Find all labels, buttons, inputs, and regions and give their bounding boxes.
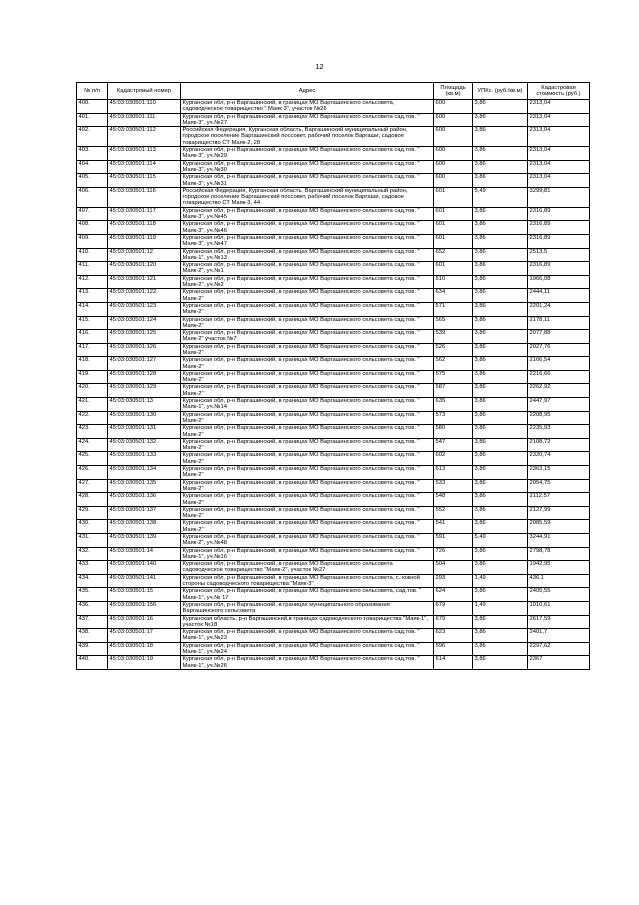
cell-cadastral-cost: 2127,99 [528, 506, 590, 520]
cell-upks: 3,86 [473, 207, 528, 221]
cell-area: 679 [434, 601, 473, 615]
cell-upks: 3,86 [473, 506, 528, 520]
cell-upks: 3,86 [473, 100, 528, 114]
cell-cadastral-cost: 2363,15 [528, 466, 590, 480]
header-row [77, 83, 590, 100]
cell-area: 624 [434, 588, 473, 602]
cell-area: 600 [434, 174, 473, 188]
cell-address: Курганская обл, р-н Варгашинский, в границах МО Варгашинского сельсовета сад.тов. " Маяк-2" [181, 411, 434, 425]
cell-cadastral-cost: 2313,04 [528, 127, 590, 147]
table-row [77, 547, 590, 561]
cell-area: 565 [434, 316, 473, 330]
cell-upks: 3,86 [473, 248, 528, 262]
cell-number: 403. [77, 147, 108, 161]
cell-cadastral-cost: 2178,11 [528, 316, 590, 330]
cell-cadastral-cost: 2313,04 [528, 174, 590, 188]
table-row [77, 574, 590, 588]
cell-number: 424. [77, 438, 108, 452]
table-row [77, 262, 590, 276]
cell-cadastral-cost: 2112,57 [528, 493, 590, 507]
cell-area: 726 [434, 547, 473, 561]
cell-upks: 3,86 [473, 384, 528, 398]
cell-area: 596 [434, 642, 473, 656]
cell-upks: 3,86 [473, 127, 528, 147]
cell-upks: 3,86 [473, 357, 528, 371]
cell-cadastral-cost: 2367 [528, 656, 590, 670]
header-area: Площадь (кв.м) [434, 83, 473, 100]
cell-area: 601 [434, 187, 473, 207]
cell-cadastral-cost: 2313,04 [528, 160, 590, 174]
cell-address: Курганская обл, р-н Варгашинский, в границах МО Варгашинского сельсовета сад.тов. " Маяк-1", уч.№26 [181, 656, 434, 670]
cell-number: 415. [77, 316, 108, 330]
cell-cadastral-number: 45:03:030501:124 [108, 316, 181, 330]
table-row [77, 479, 590, 493]
cell-cadastral-number: 45:03:030501:14 [108, 547, 181, 561]
cell-cadastral-number: 45:03:030501:125 [108, 330, 181, 344]
cell-address: Курганская обл, р-н Варгашинский, в границах МО Варгашинского сельсовета сад.тов. " Маяк-2" [181, 438, 434, 452]
cell-number: 409. [77, 234, 108, 248]
cell-cadastral-cost: 2262,92 [528, 384, 590, 398]
table-row [77, 656, 590, 670]
cell-address: Курганская обл, р-н Варгашинский, в границах МО Варгашинского сельсовета, с. южной стороны садоводческого товарищества "Маяк-3" [181, 574, 434, 588]
cell-cadastral-cost: 1010,61 [528, 601, 590, 615]
table-row [77, 601, 590, 615]
cell-cadastral-cost: 3299,81 [528, 187, 590, 207]
cell-address: Курганская обл, р-н Варгашинский, в границах МО Варгашинского сельсовета сад.тов. " Маяк-2" [181, 370, 434, 384]
cell-cadastral-number: 45:03:030501:137 [108, 506, 181, 520]
cell-upks: 5,49 [473, 534, 528, 548]
cell-number: 407. [77, 207, 108, 221]
cell-upks: 3,86 [473, 425, 528, 439]
cell-number: 400. [77, 100, 108, 114]
cell-cadastral-number: 45:03:030501:130 [108, 411, 181, 425]
cell-number: 421. [77, 398, 108, 412]
cell-cadastral-number: 45:03:030501:19 [108, 656, 181, 670]
table-body [77, 100, 590, 670]
cell-address: Курганская область, р-н Варгашинский,в границах садоводческого товарищества "Маяк-1", участок №18 [181, 615, 434, 629]
table-row [77, 113, 590, 127]
cell-area: 575 [434, 370, 473, 384]
table-row [77, 615, 590, 629]
cell-cadastral-cost: 2108,72 [528, 438, 590, 452]
table-row [77, 343, 590, 357]
cell-cadastral-number: 45:03:030501:120 [108, 262, 181, 276]
cell-area: 547 [434, 438, 473, 452]
cell-upks: 1,49 [473, 574, 528, 588]
table-row [77, 302, 590, 316]
cell-cadastral-number: 45:03:030501:132 [108, 438, 181, 452]
cell-upks: 3,86 [473, 221, 528, 235]
cell-area: 601 [434, 262, 473, 276]
cell-number: 416. [77, 330, 108, 344]
cell-number: 418. [77, 357, 108, 371]
cell-cadastral-number: 45:03:030501:138 [108, 520, 181, 534]
cell-cadastral-number: 45:03:030501:127 [108, 357, 181, 371]
cell-upks: 3,86 [473, 588, 528, 602]
cell-cadastral-cost: 2077,88 [528, 330, 590, 344]
cell-upks: 3,86 [473, 160, 528, 174]
cell-area: 600 [434, 147, 473, 161]
cell-address: Курганская обл, р-н Варгашинский, в границах МО Варгашинского сельсовета сад.тов. " Маяк-2", уч.№1 [181, 262, 434, 276]
cell-address: Курганская обл, р-н Варгашинский, в границах МО Варгашинского сельсовета сад.тов. " Маяк-3", уч.№45 [181, 207, 434, 221]
cell-number: 412. [77, 275, 108, 289]
cell-upks: 3,86 [473, 330, 528, 344]
cell-cadastral-cost: 2027,76 [528, 343, 590, 357]
cell-cadastral-number: 45:03:030501:17 [108, 629, 181, 643]
cell-upks: 3,86 [473, 642, 528, 656]
cell-upks: 3,86 [473, 302, 528, 316]
table-row [77, 506, 590, 520]
cell-area: 613 [434, 466, 473, 480]
cell-cadastral-number: 45:03:030501:128 [108, 370, 181, 384]
cell-cadastral-cost: 2320,74 [528, 452, 590, 466]
cell-upks: 3,86 [473, 547, 528, 561]
cell-number: 435. [77, 588, 108, 602]
cell-cadastral-number: 45:03:030501:15 [108, 588, 181, 602]
cell-number: 419. [77, 370, 108, 384]
cell-upks: 3,86 [473, 234, 528, 248]
cell-cadastral-cost: 2313,04 [528, 100, 590, 114]
cell-area: 548 [434, 493, 473, 507]
cell-number: 438. [77, 629, 108, 643]
cell-cadastral-cost: 2166,54 [528, 357, 590, 371]
cell-number: 440. [77, 656, 108, 670]
cell-cadastral-cost: 3244,91 [528, 534, 590, 548]
cell-area: 526 [434, 343, 473, 357]
cell-address: Российская Федерация, Курганская область, Варгашинский муниципальный район, городское поселение Варгашинский поссовет, рабочий поселок Варгаши, садовое товарищество СТ Маяк-2, 28 [181, 127, 434, 147]
table-row [77, 330, 590, 344]
cell-upks: 3,86 [473, 398, 528, 412]
cell-area: 614 [434, 656, 473, 670]
cell-upks: 3,86 [473, 466, 528, 480]
cell-cadastral-cost: 2208,95 [528, 411, 590, 425]
cell-area: 601 [434, 221, 473, 235]
cell-cadastral-cost: 2513,5 [528, 248, 590, 262]
cell-upks: 3,86 [473, 561, 528, 575]
cell-upks: 3,86 [473, 438, 528, 452]
cell-address: Курганская обл, р-н Варгашинский, в границах МО Варгашинского сельсовета сад.тов. " Маяк-2", уч.№48 [181, 534, 434, 548]
cell-upks: 3,86 [473, 262, 528, 276]
cell-upks: 3,86 [473, 370, 528, 384]
table-row [77, 438, 590, 452]
cell-upks: 3,86 [473, 656, 528, 670]
cell-cadastral-cost: 2444,11 [528, 289, 590, 303]
cell-address: Курганская обл, р-н Варгашинский, в границах МО Варгашинского сельсовета сад.тов. " Маяк-1", уч.№24 [181, 642, 434, 656]
cell-cadastral-number: 45:03:030501:139 [108, 534, 181, 548]
cell-address: Курганская обл, р-н Варгашинский, в границах МО Варгашинского сельсовета сад.тов. " Маяк-2" [181, 466, 434, 480]
cell-address: Курганская обл, р-н Варгашинский, в границах МО Варгашинского сельсовета сад.тов. " Маяк-3", уч.№27 [181, 113, 434, 127]
table-row [77, 357, 590, 371]
cell-upks: 3,86 [473, 316, 528, 330]
table-row [77, 520, 590, 534]
cell-upks: 3,86 [473, 174, 528, 188]
cell-area: 600 [434, 160, 473, 174]
cell-area: 533 [434, 479, 473, 493]
header-upks: УПКс. (руб./кв.м) [473, 83, 528, 100]
cell-cadastral-cost: 2316,89 [528, 207, 590, 221]
cell-number: 410. [77, 248, 108, 262]
cell-area: 562 [434, 357, 473, 371]
cell-area: 623 [434, 629, 473, 643]
cell-cadastral-cost: 2313,04 [528, 113, 590, 127]
cell-upks: 3,86 [473, 520, 528, 534]
table-row [77, 398, 590, 412]
cell-address: Курганская обл, р-н Варгашинский, в границах МО Варгашинского сельсовета сад.тов. " Маяк-2" [181, 384, 434, 398]
table-row [77, 275, 590, 289]
cell-area: 600 [434, 113, 473, 127]
cell-cadastral-number: 45:03:030501:141 [108, 574, 181, 588]
cell-area: 634 [434, 289, 473, 303]
cell-number: 417. [77, 343, 108, 357]
cell-cadastral-number: 45:03:030501:126 [108, 343, 181, 357]
cell-area: 679 [434, 615, 473, 629]
cell-cadastral-cost: 2201,24 [528, 302, 590, 316]
cell-cadastral-cost: 436,1 [528, 574, 590, 588]
cell-cadastral-number: 45:03:030501:117 [108, 207, 181, 221]
cell-address: Курганская обл, р-н Варгашинский, в границах муниципального образования Варгашинского сельсовета [181, 601, 434, 615]
cell-number: 433. [77, 561, 108, 575]
cell-cadastral-cost: 1942,95 [528, 561, 590, 575]
cell-number: 427. [77, 479, 108, 493]
cell-area: 652 [434, 248, 473, 262]
cadastral-register-table [76, 82, 590, 670]
cell-area: 539 [434, 330, 473, 344]
table-row [77, 588, 590, 602]
cell-area: 602 [434, 452, 473, 466]
cell-cadastral-cost: 2405,55 [528, 588, 590, 602]
cell-number: 401. [77, 113, 108, 127]
cell-cadastral-number: 45:03:030501:134 [108, 466, 181, 480]
cell-number: 408. [77, 221, 108, 235]
cell-number: 431. [77, 534, 108, 548]
header-address: Адрес [181, 83, 434, 100]
cell-number: 429. [77, 506, 108, 520]
cell-address: Курганская обл, р-н Варгашинский, в границах МО Варгашинского сельсовета сад.тов. " Маяк-1", уч.№14 [181, 398, 434, 412]
cell-number: 414. [77, 302, 108, 316]
cell-area: 552 [434, 506, 473, 520]
table-row [77, 207, 590, 221]
table-row [77, 452, 590, 466]
table-row [77, 411, 590, 425]
table-row [77, 174, 590, 188]
cell-cadastral-number: 45:03:030501:12 [108, 248, 181, 262]
cell-area: 600 [434, 127, 473, 147]
header-cadastral-cost: Кадастровая стоимость (руб.) [528, 83, 590, 100]
cell-address: Курганская обл, р-н Варгашинский, в границах МО Варгашинского сельсовета сад.тов. " Маяк-2" [181, 520, 434, 534]
cell-address: Курганская обл, р-н Варгашинский, в границах МО Варгашинского сельсовета сад.тов. " Маяк-3", уч.№30 [181, 160, 434, 174]
cell-area: 600 [434, 100, 473, 114]
cell-area: 635 [434, 398, 473, 412]
cell-cadastral-number: 45:03:030501:115 [108, 174, 181, 188]
cell-area: 293 [434, 574, 473, 588]
cell-upks: 3,86 [473, 615, 528, 629]
cell-number: 422. [77, 411, 108, 425]
cell-cadastral-number: 45:03:030501:114 [108, 160, 181, 174]
cell-upks: 3,86 [473, 113, 528, 127]
cell-cadastral-cost: 2085,59 [528, 520, 590, 534]
table-row [77, 561, 590, 575]
cell-upks: 3,86 [473, 343, 528, 357]
cell-cadastral-number: 45:03:030501:121 [108, 275, 181, 289]
cell-cadastral-number: 45:03:030501:116 [108, 187, 181, 207]
cell-number: 420. [77, 384, 108, 398]
cell-upks: 3,86 [473, 479, 528, 493]
table-row [77, 384, 590, 398]
cell-cadastral-number: 45:03:030501:119 [108, 234, 181, 248]
cell-upks: 3,86 [473, 147, 528, 161]
cell-cadastral-cost: 2316,89 [528, 221, 590, 235]
table-row [77, 316, 590, 330]
cell-cadastral-cost: 2447,97 [528, 398, 590, 412]
cell-cadastral-cost: 2617,59 [528, 615, 590, 629]
cell-upks: 3,86 [473, 452, 528, 466]
cell-cadastral-cost: 2216,66 [528, 370, 590, 384]
table-row [77, 642, 590, 656]
cell-area: 601 [434, 207, 473, 221]
cell-number: 411. [77, 262, 108, 276]
cell-upks: 3,86 [473, 275, 528, 289]
cell-number: 436. [77, 601, 108, 615]
table-row [77, 127, 590, 147]
cell-cadastral-number: 45:03:030501:129 [108, 384, 181, 398]
cell-number: 434. [77, 574, 108, 588]
table-row [77, 493, 590, 507]
cell-address: Российская Федерация, Курганская область, Варгашинский муниципальный район, городское поселение Варгашинский поссовет, рабочий поселок Варгаши, садовое товарищество СТ Маяк-3, 44 [181, 187, 434, 207]
cell-upks: 5,49 [473, 187, 528, 207]
cell-cadastral-cost: 2297,62 [528, 642, 590, 656]
cell-number: 413. [77, 289, 108, 303]
cell-number: 406. [77, 187, 108, 207]
table-header [77, 83, 590, 100]
cell-cadastral-cost: 2798,78 [528, 547, 590, 561]
cell-cadastral-number: 45:03:030501:18 [108, 642, 181, 656]
page-number: 12 [315, 62, 324, 71]
cell-cadastral-number: 45:03:030501:123 [108, 302, 181, 316]
cell-address: Курганская обл, р-н Варгашинский, в границах МО Варгашинского сельсовета сад.тов. " Маяк-2" участок №7 [181, 330, 434, 344]
cell-number: 439. [77, 642, 108, 656]
table-row [77, 466, 590, 480]
cell-address: Курганская обл, р-н Варгашинский, в границах МО Варгашинского сельсовета сад.тов. " Маяк-2" [181, 493, 434, 507]
cell-address: Курганская обл, р-н Варгашинский, в границах МО Варгашинского сельсовета, садоводческое товарищество " Маяк 3", участок №26 [181, 100, 434, 114]
table-row [77, 221, 590, 235]
cell-address: Курганская обл, р-н Варгашинский, в границах МО Варгашинского сельсовета сад.тов. " Маяк-2", уч.№2 [181, 275, 434, 289]
cell-cadastral-number: 45:03:030501:122 [108, 289, 181, 303]
cell-number: 437. [77, 615, 108, 629]
cell-number: 425. [77, 452, 108, 466]
cell-cadastral-number: 45:03:030501:13 [108, 398, 181, 412]
table-row [77, 289, 590, 303]
table-row [77, 160, 590, 174]
cell-area: 591 [434, 534, 473, 548]
header-cadastral-number: Кадастровый номер [108, 83, 181, 100]
cell-address: Курганская обл, р-н Варгашинский, в границах МО Варгашинского сельсовета сад.тов. " Маяк-2" [181, 357, 434, 371]
table-row [77, 629, 590, 643]
cell-area: 587 [434, 384, 473, 398]
cell-address: Курганская обл, р-н Варгашинский, в границах МО Варгашинского сельсовета сад.тов. " Маяк-3", уч.№29 [181, 147, 434, 161]
cell-upks: 1,49 [473, 601, 528, 615]
cell-number: 430. [77, 520, 108, 534]
cell-address: Курганская обл, р-н Варгашинский, в границах МО Варгашинского сельсовета сад.тов. " Маяк-2" [181, 302, 434, 316]
cell-upks: 3,86 [473, 411, 528, 425]
cell-cadastral-cost: 2316,89 [528, 262, 590, 276]
table-row [77, 100, 590, 114]
table-row [77, 370, 590, 384]
table-row [77, 147, 590, 161]
cell-cadastral-cost: 2316,89 [528, 234, 590, 248]
cell-number: 405. [77, 174, 108, 188]
cell-cadastral-cost: 1966,08 [528, 275, 590, 289]
cell-address: Курганская обл, р-н Варгашинский, в границах МО Варгашинского сельсовета сад.тов. " Маяк-1", уч.№23 [181, 629, 434, 643]
cell-number: 432. [77, 547, 108, 561]
cell-address: Курганская обл, р-н Варгашинский, в границах МО Варгашинского сельсовета, сад.тов. " Маяк-1", уч.№ 17 [181, 588, 434, 602]
table-row [77, 187, 590, 207]
cell-address: Курганская обл, р-н Варгашинский, в границах МО Варгашинского сельсовета сад.тов. " Маяк-2" [181, 479, 434, 493]
cell-number: 404. [77, 160, 108, 174]
cell-number: 426. [77, 466, 108, 480]
cell-upks: 3,86 [473, 493, 528, 507]
cell-address: Курганская обл, р-н Варгашинский, в границах МО Варгашинского сельсовета сад.тов. " Маяк-3", уч.№47 [181, 234, 434, 248]
cell-number: 428. [77, 493, 108, 507]
cell-area: 601 [434, 234, 473, 248]
cell-area: 580 [434, 425, 473, 439]
cell-cadastral-number: 45:03:030501:136 [108, 493, 181, 507]
cell-address: Курганская обл, р-н Варгашинский, в границах МО Варгашинского сельсовета сад.тов. " Маяк-3", уч.№46 [181, 221, 434, 235]
cell-cadastral-cost: 2054,75 [528, 479, 590, 493]
cell-cadastral-number: 45:03:030501:135 [108, 479, 181, 493]
cell-area: 510 [434, 275, 473, 289]
cell-cadastral-cost: 2235,93 [528, 425, 590, 439]
cell-cadastral-number: 45:03:030501:131 [108, 425, 181, 439]
cell-address: Курганская обл, р-н Варгашинский, в границах МО Варгашинского сельсовета сад.тов. " Маяк-2" [181, 506, 434, 520]
cell-address: Курганская обл, р-н Варгашинский, в границах МО Варгашинского сельсовета сад.тов. " Маяк-3", уч.№31 [181, 174, 434, 188]
cell-cadastral-number: 45:03:030501:16 [108, 615, 181, 629]
cell-cadastral-number: 45:03:030501:133 [108, 452, 181, 466]
cell-address: Курганская обл, р-н Варгашинский, в границах МО Варгашинского сельсовета сад.тов. " Маяк-2" [181, 343, 434, 357]
cell-cadastral-number: 45:03:030501:111 [108, 113, 181, 127]
cell-upks: 3,86 [473, 629, 528, 643]
table-row [77, 234, 590, 248]
cell-address: Курганская обл, р-н Варгашинский, в границах МО Варгашинского сельсовета сад.тов. " Маяк-2" [181, 289, 434, 303]
cell-cadastral-number: 45:03:030501:113 [108, 147, 181, 161]
cell-area: 541 [434, 520, 473, 534]
cell-number: 423. [77, 425, 108, 439]
cell-address: Курганская обл, р-н Варгашинский, в границах МО Варгашинского сельсовета сад.тов. " Маяк-2" [181, 425, 434, 439]
cell-address: Курганская обл, р-н Варгашинский, в границах МО Варгашинского сельсовета сад.тов. " Маяк-1", уч.№13 [181, 248, 434, 262]
cell-cadastral-number: 45:03:030501:156 [108, 601, 181, 615]
table-row [77, 248, 590, 262]
cell-cadastral-number: 45:03:030501:140 [108, 561, 181, 575]
header-number: № п/п [77, 83, 108, 100]
cell-cadastral-cost: 2313,04 [528, 147, 590, 161]
cell-area: 573 [434, 411, 473, 425]
table-row [77, 425, 590, 439]
cell-upks: 3,86 [473, 289, 528, 303]
cell-address: Курганская обл, р-н Варгашинский, в границах МО Варгашинского сельсовета сад.тов. " Маяк-1", уч.№16 [181, 547, 434, 561]
cell-number: 402. [77, 127, 108, 147]
cell-cadastral-cost: 2401,7 [528, 629, 590, 643]
cell-area: 504 [434, 561, 473, 575]
cell-cadastral-number: 45:03:030501:110 [108, 100, 181, 114]
cell-address: Курганская обл, р-н Варгашинский, в границах МО Варгашинского сельсовета садоводческое товарищество "Маяк-2", участок №27 [181, 561, 434, 575]
cell-cadastral-number: 45:03:030501:112 [108, 127, 181, 147]
cell-address: Курганская обл, р-н Варгашинский, в границах МО Варгашинского сельсовета сад.тов. " Маяк-2" [181, 452, 434, 466]
cell-address: Курганская обл, р-н Варгашинский, в границах МО Варгашинского сельсовета сад.тов. " Маяк-2" [181, 316, 434, 330]
cell-area: 571 [434, 302, 473, 316]
table-row [77, 534, 590, 548]
cell-cadastral-number: 45:03:030501:118 [108, 221, 181, 235]
